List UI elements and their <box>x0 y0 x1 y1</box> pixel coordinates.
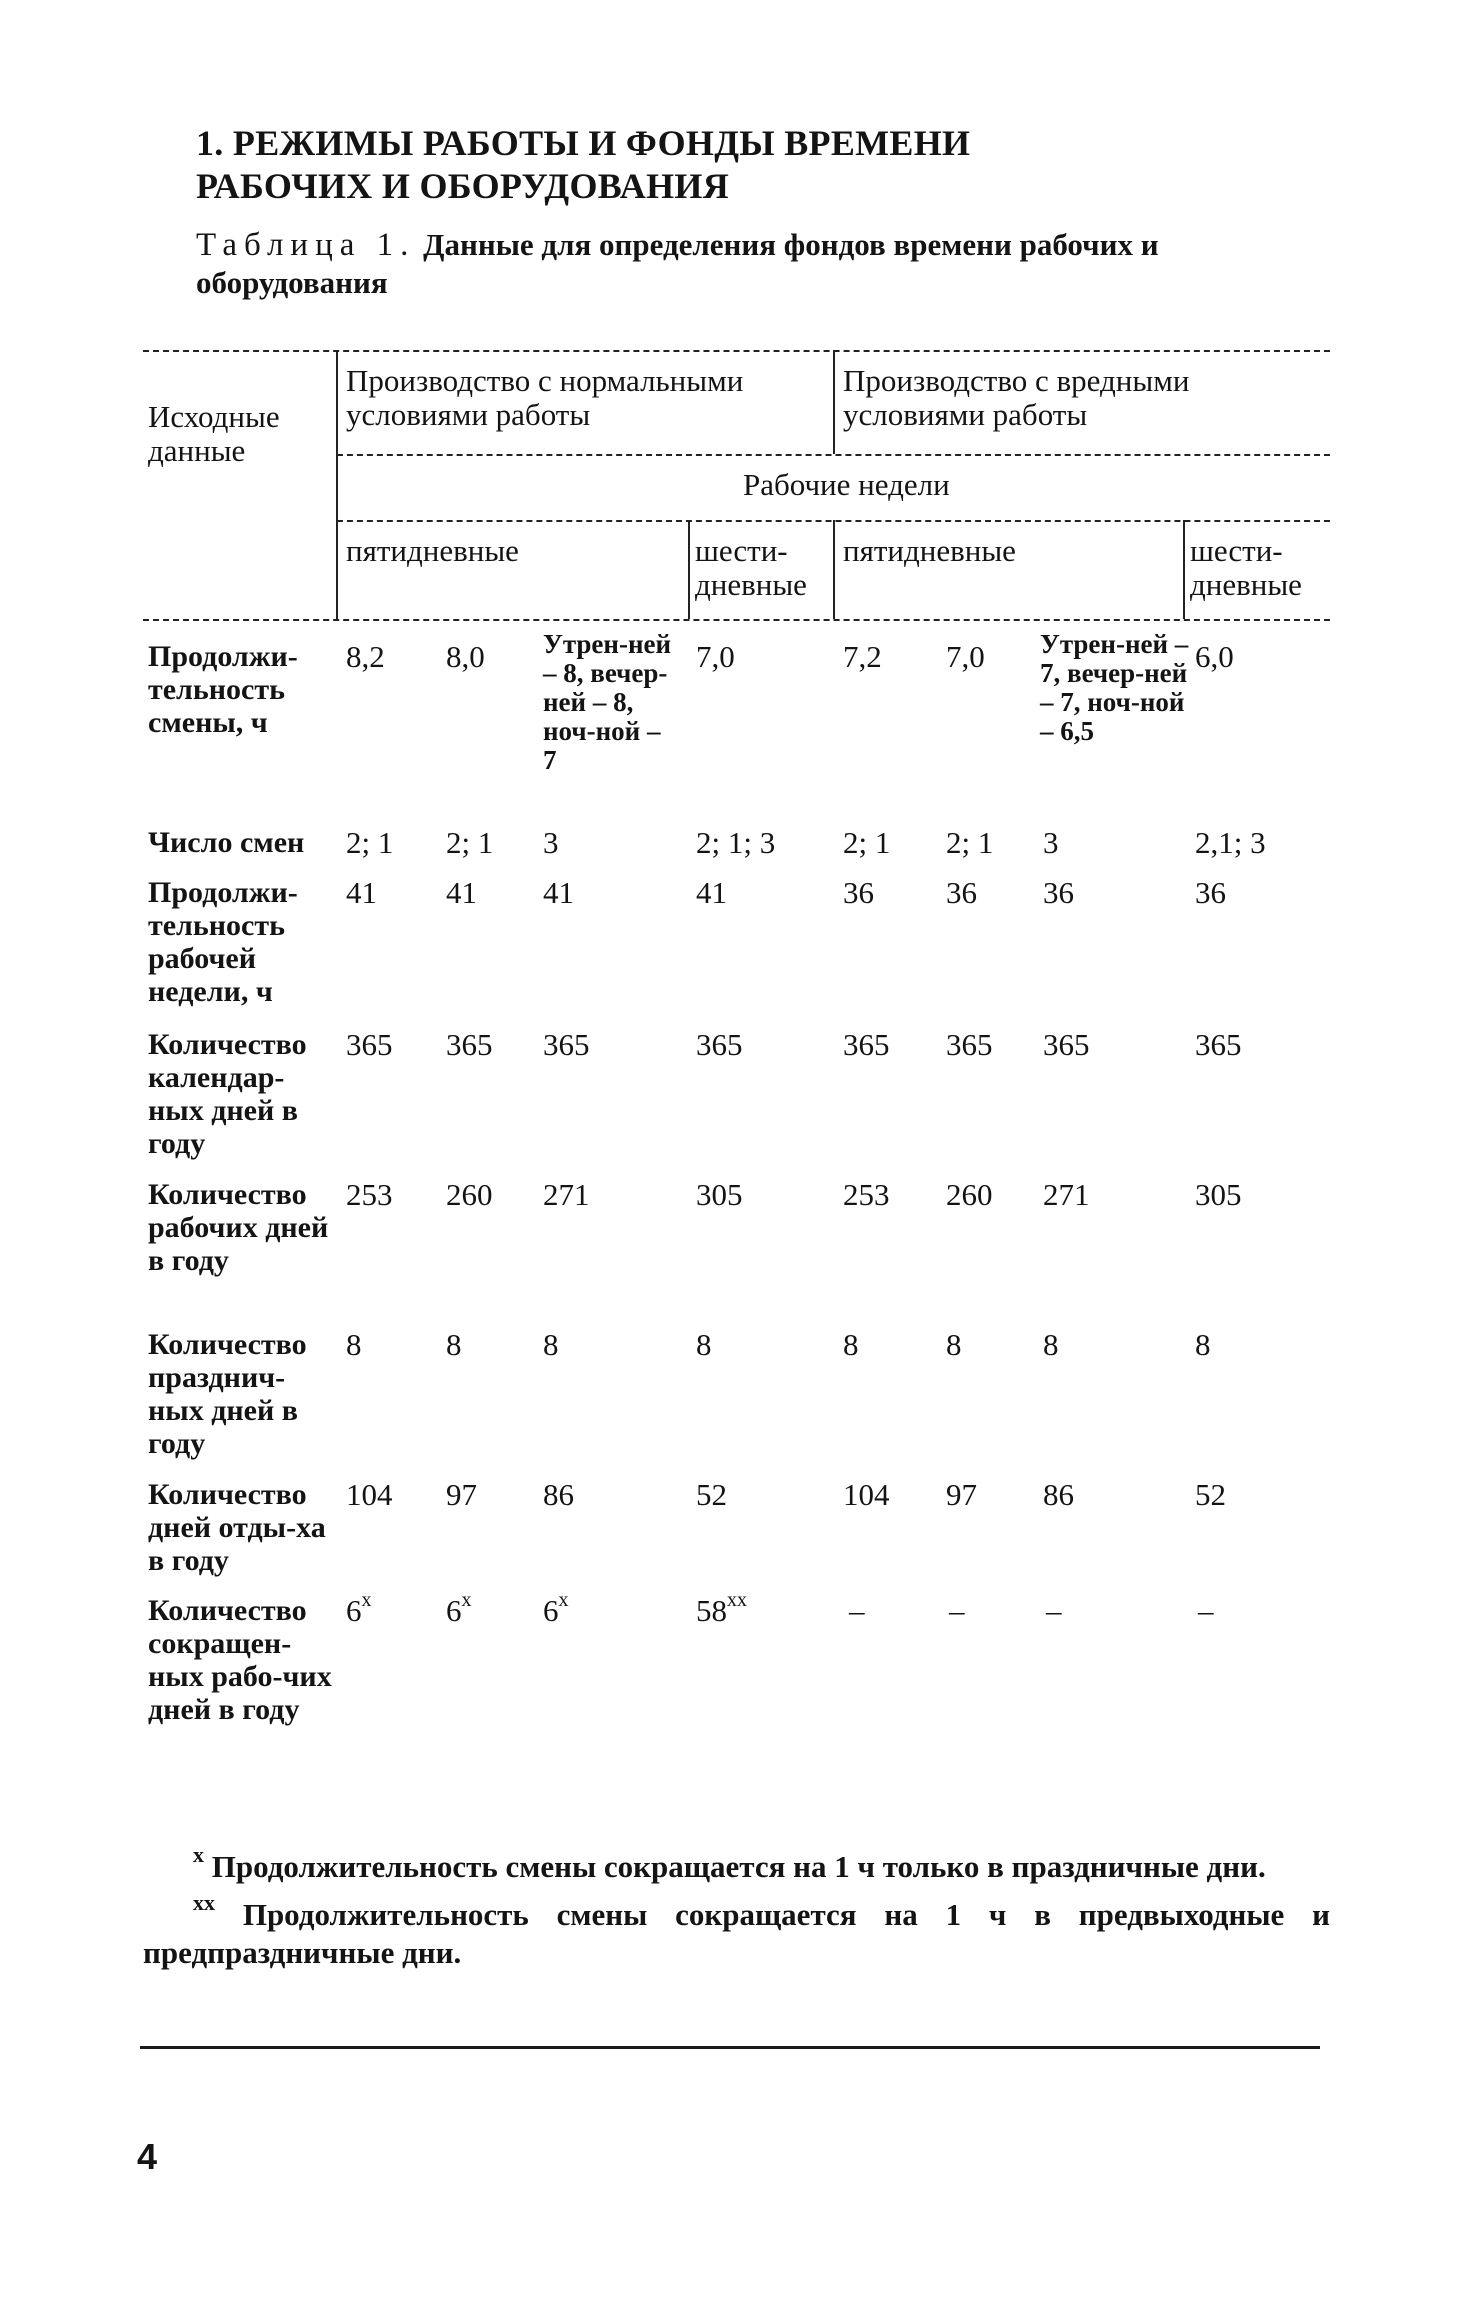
cell-value: 6 <box>346 1593 362 1628</box>
table-cell: 260 <box>946 1177 993 1212</box>
footnote-1 <box>143 1841 1330 1886</box>
header-normal-fiveday: пятидневные <box>346 533 519 568</box>
table-cell: 2,1; 3 <box>1195 825 1266 860</box>
table-cell: 2; 1 <box>946 825 994 860</box>
table-cell: 8 <box>696 1327 712 1362</box>
table-cell: 365 <box>696 1027 743 1062</box>
header-harmful-fiveday: пятидневные <box>843 533 1016 568</box>
table-cell: 97 <box>946 1477 977 1512</box>
table-cell: 41 <box>346 875 377 910</box>
table-cell: 41 <box>696 875 727 910</box>
row-label: Продолжи-тельность рабочей недели, ч <box>148 876 298 1008</box>
table-cell: 260 <box>446 1177 493 1212</box>
table-cell: Утрен-ней – 7, вечер-ней – 7, ноч-ной – 6,5 <box>1040 629 1189 746</box>
table-cell: – <box>949 1593 965 1628</box>
table-cell: 8 <box>346 1327 362 1362</box>
table-cell: Утрен-ней – 8, вечер-ней – 8, ноч-ной – 7 <box>543 629 672 775</box>
page-number: 4 <box>137 2136 158 2177</box>
table-cell: 3 <box>1043 825 1059 860</box>
group-divider-rule <box>833 350 835 454</box>
row-label: Продолжи-тельность смены, ч <box>148 640 298 739</box>
table-cell: 365 <box>1043 1027 1090 1062</box>
table-cell: 97 <box>446 1477 477 1512</box>
table-cell: 253 <box>346 1177 393 1212</box>
cell-value: 6 <box>543 1593 559 1628</box>
section-heading <box>196 122 1296 208</box>
footnote-1-mark: x <box>193 1841 204 1867</box>
table-cell: – <box>1046 1593 1062 1628</box>
table-cell: 7,0 <box>946 639 985 674</box>
table-cell: 365 <box>1195 1027 1242 1062</box>
header-bottom-rule <box>143 619 1330 621</box>
table-cell: 365 <box>843 1027 890 1062</box>
section-heading-line-2: РАБОЧИХ И ОБОРУДОВАНИЯ <box>196 166 730 206</box>
table-cell: 36 <box>946 875 977 910</box>
table-cell: 8 <box>946 1327 962 1362</box>
table-cell: 8 <box>543 1327 559 1362</box>
table-cell: 52 <box>1195 1477 1226 1512</box>
footnotes <box>143 1841 1330 1982</box>
table-cell: 271 <box>543 1177 590 1212</box>
table-cell: 253 <box>843 1177 890 1212</box>
table-cell: 271 <box>1043 1177 1090 1212</box>
table-cell: 104 <box>843 1477 890 1512</box>
header-group-normal: Производство с нормальными условиями работы <box>346 363 744 432</box>
table-caption-label: Таблица 1. <box>196 227 416 263</box>
header-harmful-sixday: шести-дневные <box>1190 533 1302 602</box>
table-cell: 8 <box>446 1327 462 1362</box>
table-cell: 365 <box>446 1027 493 1062</box>
section-heading-line-1: 1. РЕЖИМЫ РАБОТЫ И ФОНДЫ ВРЕМЕНИ <box>196 123 971 163</box>
footnote-mark: x <box>558 1588 569 1611</box>
table-cell: 8 <box>843 1327 859 1362</box>
row-label: Количество рабочих дней в году <box>148 1178 329 1277</box>
normal-sixday-rule <box>688 520 690 619</box>
table-cell: 2; 1 <box>446 825 494 860</box>
table-cell <box>696 1588 747 1628</box>
footnote-1-text: Продолжительность смены сокращается на 1 ч только в праздничные дни. <box>211 1849 1266 1884</box>
cell-value: 58 <box>696 1593 727 1628</box>
footer-rule <box>140 2046 1320 2049</box>
row-label: Количество празднич-ных дней в году <box>148 1328 307 1460</box>
row-label: Количество дней отды-ха в году <box>148 1478 326 1577</box>
row-label: Количество календар-ных дней в году <box>148 1028 307 1160</box>
header-source-data: Исходные данные <box>148 399 280 468</box>
table-top-rule <box>143 350 1330 352</box>
table-cell <box>446 1588 472 1628</box>
table-caption <box>196 226 1336 302</box>
header-workweeks: Рабочие недели <box>743 467 950 502</box>
table-cell <box>543 1588 569 1628</box>
table-cell: 8 <box>1195 1327 1211 1362</box>
table-cell: 305 <box>696 1177 743 1212</box>
harmful-sixday-rule <box>1183 520 1185 619</box>
footnote-mark: xx <box>727 1588 747 1611</box>
table-cell: 36 <box>1195 875 1226 910</box>
footnote-2 <box>143 1889 1330 1972</box>
table-cell: 86 <box>1043 1477 1074 1512</box>
table-cell: 36 <box>1043 875 1074 910</box>
header-normal-sixday: шести-дневные <box>695 533 807 602</box>
table-cell: 2; 1 <box>346 825 394 860</box>
table-cell: – <box>1198 1593 1214 1628</box>
table-cell: 7,0 <box>696 639 735 674</box>
footnote-2-mark: xx <box>193 1889 215 1915</box>
table-cell <box>346 1588 372 1628</box>
table-cell: 6,0 <box>1195 639 1234 674</box>
table-cell: 41 <box>446 875 477 910</box>
table-cell: 365 <box>543 1027 590 1062</box>
stub-column-rule <box>336 350 338 619</box>
table-cell: 3 <box>543 825 559 860</box>
table-cell: 365 <box>946 1027 993 1062</box>
table-cell: 86 <box>543 1477 574 1512</box>
row-label: Количество сокращен-ных рабо-чих дней в году <box>148 1594 332 1726</box>
footnote-mark: x <box>461 1588 472 1611</box>
table-cell: 7,2 <box>843 639 882 674</box>
table-cell: 305 <box>1195 1177 1242 1212</box>
row-label: Число смен <box>148 826 305 859</box>
data-table <box>143 350 1330 1760</box>
table-cell: 2; 1 <box>843 825 891 860</box>
table-cell: 52 <box>696 1477 727 1512</box>
harmful-fiveday-rule <box>833 520 835 619</box>
table-cell: 36 <box>843 875 874 910</box>
table-caption-text: Данные для определения фондов времени рабочих и оборудования <box>196 227 1159 300</box>
table-cell: 41 <box>543 875 574 910</box>
table-cell: 8 <box>1043 1327 1059 1362</box>
header-rule-1 <box>337 454 1330 456</box>
table-cell: 365 <box>346 1027 393 1062</box>
footnote-mark: x <box>361 1588 372 1611</box>
table-cell: 8,2 <box>346 639 385 674</box>
cell-value: 6 <box>446 1593 462 1628</box>
table-cell: – <box>849 1593 865 1628</box>
table-cell: 2; 1; 3 <box>696 825 776 860</box>
table-cell: 104 <box>346 1477 393 1512</box>
footnote-2-text: Продолжительность смены сокращается на 1 ч в предвыходные и предпраздничные дни. <box>143 1897 1330 1970</box>
header-group-harmful: Производство с вредными условиями работы <box>843 363 1190 432</box>
table-cell: 8,0 <box>446 639 485 674</box>
